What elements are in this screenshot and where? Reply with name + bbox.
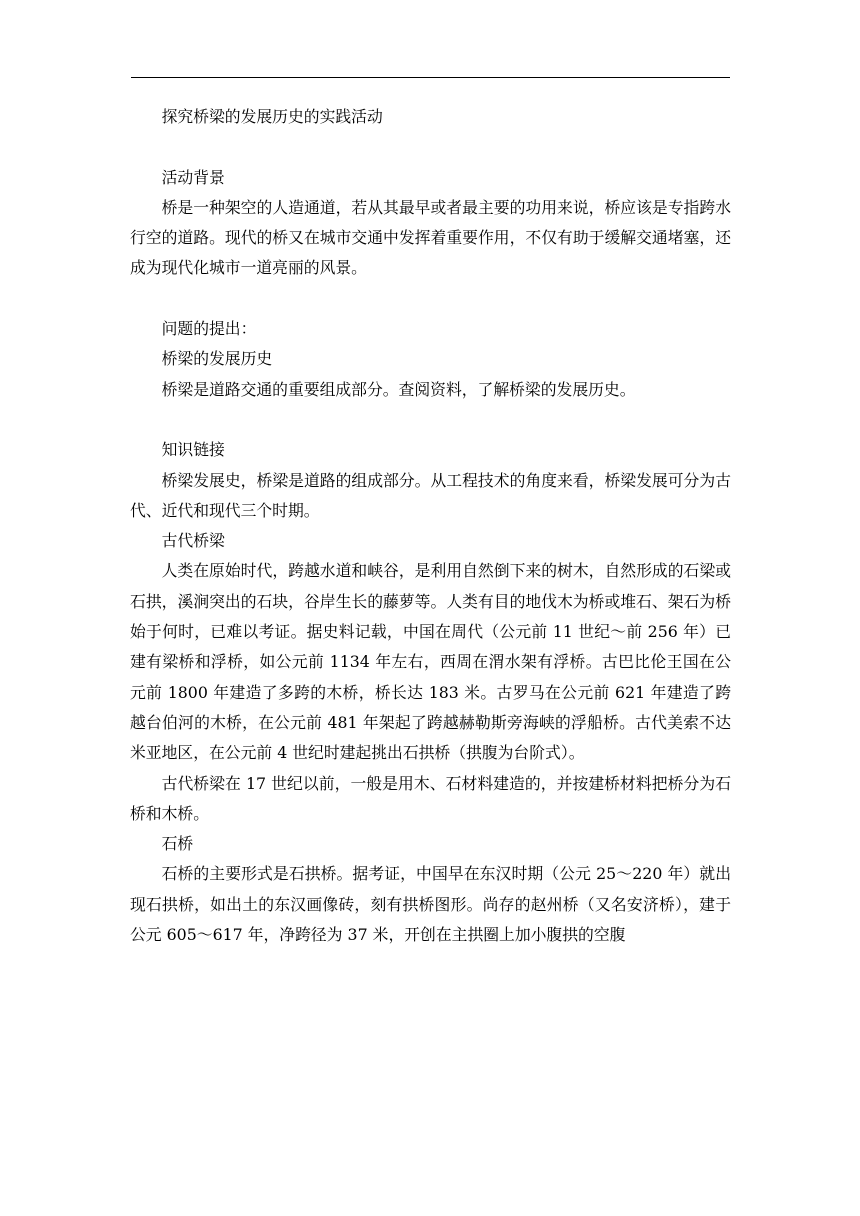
paragraph-stone: 石桥的主要形式是石拱桥。据考证，中国早在东汉时期（公元 25～220 年）就出现石拱桥，如出土的东汉画像砖，刻有拱桥图形。尚存的赵州桥（又名安济桥），建于公元 605～617 年，净跨径为 37 米，开创在主拱圈上加小腹拱的空腹 (130, 864, 731, 945)
question-topic: 桥梁的发展历史 (161, 349, 273, 369)
document-body (130, 102, 731, 950)
paragraph-knowledge: 桥梁发展史，桥梁是道路的组成部分。从工程技术的角度来看，桥梁发展可分为古代、近代和现代三个时期。 (130, 470, 731, 520)
paragraph-background: 桥是一种架空的人造通道，若从其最早或者最主要的功用来说，桥应该是专指跨水行空的道路。现代的桥又在城市交通中发挥着重要作用，不仅有助于缓解交通堵塞，还成为现代化城市一道亮丽的风景。 (130, 197, 731, 278)
spacer (130, 284, 731, 314)
section-heading-ancient: 古代桥梁 (161, 531, 225, 551)
header-rule (131, 77, 730, 78)
section-heading-knowledge: 知识链接 (161, 440, 225, 460)
spacer (130, 132, 731, 162)
paragraph-question: 桥梁是道路交通的重要组成部分。查阅资料，了解桥梁的发展历史。 (161, 379, 636, 399)
spacer (130, 405, 731, 435)
section-heading-background: 活动背景 (161, 167, 225, 187)
paragraph-ancient-1: 人类在原始时代，跨越水道和峡谷，是利用自然倒下来的树木，自然形成的石梁或石拱，溪涧突出的石块，谷岸生长的藤萝等。人类有目的地伐木为桥或堆石、架石为桥始于何时，已难以考证。据史料记载，中国在周代（公元前 11 世纪～前 256 年）已建有梁桥和浮桥，如公元前 1134 年左右，西周在渭水架有浮桥。古巴比伦王国在公元前 1800 年建造了多跨的木桥，桥长达 183 米。古罗马在公元前 621 年建造了跨越台伯河的木桥，在公元前 481 年架起了跨越赫勒斯旁海峡的浮船桥。古代美索不达米亚地区，在公元前 4 世纪时建起挑出石拱桥（拱腹为台阶式）。 (130, 561, 731, 763)
paragraph-ancient-2: 古代桥梁在 17 世纪以前，一般是用木、石材料建造的，并按建桥材料把桥分为石桥和木桥。 (130, 773, 731, 823)
section-heading-stone: 石桥 (161, 834, 194, 854)
document-title: 探究桥梁的发展历史的实践活动 (161, 107, 383, 126)
section-heading-question: 问题的提出： (161, 319, 257, 339)
